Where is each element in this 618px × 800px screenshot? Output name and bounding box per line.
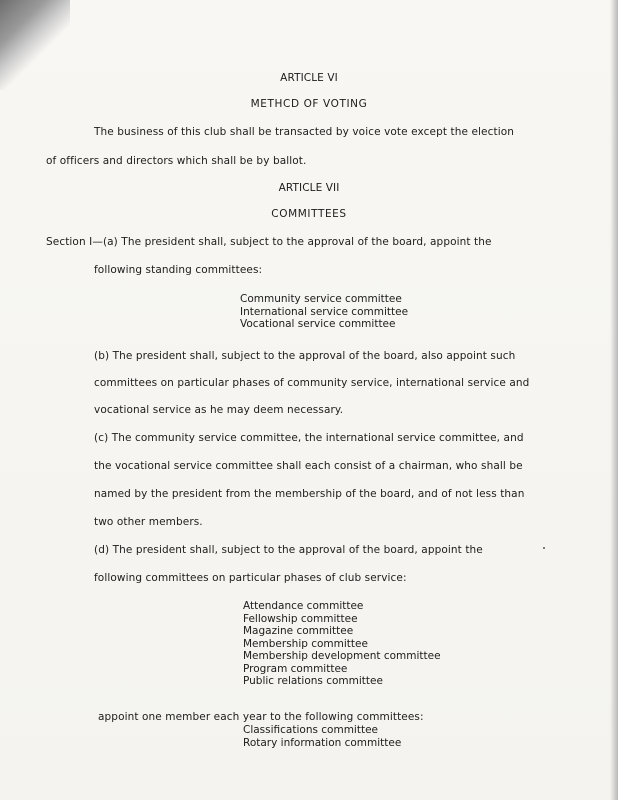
list-item: Fellowship committee	[243, 612, 358, 625]
list-item: Rotary information committee	[243, 736, 402, 749]
list-item: Vocational service committee	[240, 318, 396, 330]
article-7-heading: ARTICLE VII	[278, 182, 340, 194]
list-item: Classifications committee	[243, 724, 379, 736]
paragraph-c-line-4: two other members.	[94, 516, 203, 528]
paragraph-b-line-3: vocational service as he may deem necessary.	[94, 404, 344, 416]
article-6-paragraph-line-2: of officers and directors which shall be by ballot.	[46, 155, 307, 167]
article-6-paragraph-line-1: The business of this club shall be transacted by voice vote except the election	[94, 126, 514, 138]
list-item: Attendance committee	[243, 600, 364, 612]
paragraph-c-line-1: (c) The community service committee, the international service committee, and	[94, 432, 524, 444]
article-6-title: METHCD OF VOTING	[250, 98, 368, 110]
yearly-committees-list	[243, 724, 401, 749]
paragraph-b-line-2: committees on particular phases of community service, international service and	[94, 377, 530, 389]
paper-speck	[543, 547, 545, 549]
page-right-edge	[610, 0, 618, 800]
paragraph-d-line-1: (d) The president shall, subject to the approval of the board, appoint the	[94, 544, 483, 556]
list-item: Membership development committee	[243, 650, 441, 662]
list-item: Membership committee	[243, 637, 368, 650]
paragraph-c-line-2: the vocational service committee shall each consist of a chairman, who shall be	[94, 460, 523, 472]
list-item: Public relations committee	[243, 675, 383, 687]
paragraph-c-line-3: named by the president from the membership of the board, and of not less than	[94, 488, 525, 500]
article-7-title: COMMITTEES	[271, 208, 347, 220]
list-item: International service committee	[240, 305, 409, 318]
appoint-yearly-line: appoint one member each year to the following committees:	[98, 711, 424, 723]
paragraph-b-line-1: (b) The president shall, subject to the approval of the board, also appoint such	[94, 350, 516, 362]
list-item: Community service committee	[240, 293, 402, 305]
list-item: Program committee	[243, 662, 348, 675]
list-item: Magazine committee	[243, 625, 354, 637]
standing-committees-list	[240, 293, 408, 331]
section-1a-line-2: following standing committees:	[94, 264, 263, 276]
section-1a-line-1: Section I—(a) The president shall, subject to the approval of the board, appoint the	[46, 236, 492, 248]
paragraph-d-line-2: following committees on particular phases of club service:	[94, 572, 407, 584]
club-service-committees-list	[243, 600, 441, 688]
article-6-heading: ARTICLE VI	[280, 72, 338, 84]
